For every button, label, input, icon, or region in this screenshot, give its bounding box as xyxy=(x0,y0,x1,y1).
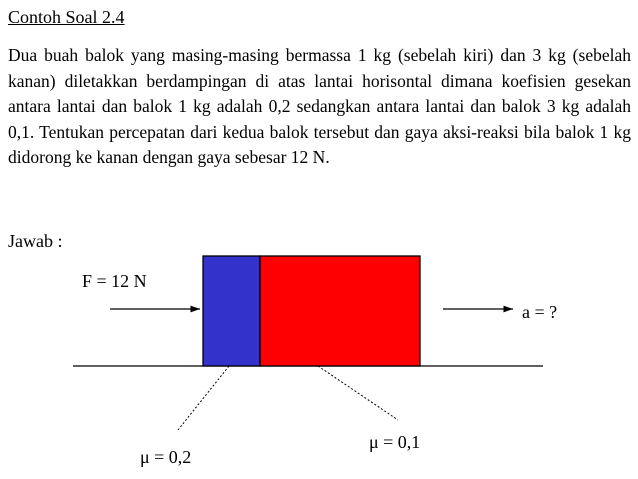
mu-left-pointer xyxy=(178,366,229,430)
mu-left-label: μ = 0,2 xyxy=(140,447,192,467)
page-title: Contoh Soal 2.4 xyxy=(8,7,125,27)
answer-label: Jawab : xyxy=(8,231,63,251)
mu-right-pointer xyxy=(318,366,398,420)
problem-statement: Dua buah balok yang masing-masing bermassa 1 kg (sebelah kiri) dan 3 kg (sebelah kanan) diletakkan berdampingan di atas lantai horisontal dimana koefisien gesekan antara lantai dan balok 1 kg adalah 0,2 sedangkan antara lantai dan balok 3 kg adalah 0,1. Tentukan percepatan dari kedua balok tersebut dan gaya aksi-reaksi bila balok 1 kg didorong ke kanan dengan gaya sebesar 12 N. xyxy=(8,45,631,168)
acceleration-label: a = ? xyxy=(522,302,558,322)
block-1kg xyxy=(203,256,260,366)
mu-right-label: μ = 0,1 xyxy=(369,432,421,452)
force-label: F = 12 N xyxy=(82,271,147,291)
block-3kg xyxy=(260,256,420,366)
